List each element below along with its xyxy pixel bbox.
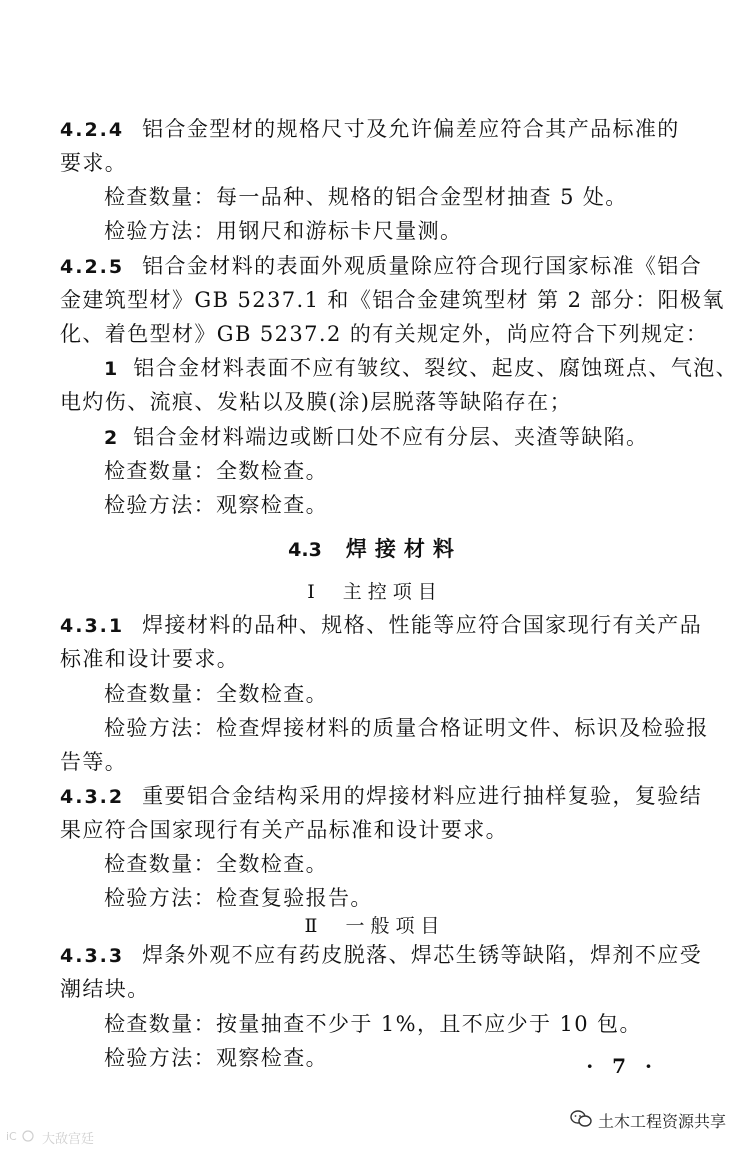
- clause-4-2-4-inspection-method: 检验方法：用钢尺和游标卡尺量测。: [104, 219, 463, 243]
- item-number: 1: [104, 358, 120, 380]
- clause-4-3-2-inspection-quantity: 检查数量：全数检查。: [104, 852, 328, 876]
- clause-4-3-1-line-1: 4.3.1 焊接材料的品种、规格、性能等应符合国家现行有关产品: [60, 613, 703, 637]
- clause-4-3-1-line-2: 标准和设计要求。: [60, 647, 240, 671]
- clause-4-2-5-item-1-line-2: 电灼伤、流痕、发粘以及膜(涂)层脱落等缺陷存在；: [60, 390, 572, 414]
- clause-4-3-3-line-2: 潮结块。: [60, 977, 150, 1001]
- watermark-wechat: 土木工程资源共享: [570, 1109, 726, 1132]
- clause-number: 4.3.1: [60, 615, 125, 637]
- section-heading-4-3: 4.3 焊接材料: [288, 536, 462, 561]
- wechat-icon: [570, 1110, 592, 1132]
- clause-4-2-5-inspection-method: 检验方法：观察检查。: [104, 493, 328, 517]
- clause-4-2-5-line-1: 4.2.5 铝合金材料的表面外观质量除应符合现行国家标准《铝合: [60, 254, 703, 278]
- page-number: · 7 ·: [586, 1054, 658, 1078]
- clause-number: 4.3.2: [60, 786, 125, 808]
- clause-4-3-1-inspection-method-line-1: 检验方法：检查焊接材料的质量合格证明文件、标识及检验报: [104, 716, 709, 740]
- clause-4-3-1-inspection-method-line-2: 告等。: [60, 750, 128, 774]
- clause-4-2-4-inspection-quantity: 检查数量：每一品种、规格的铝合金型材抽查 5 处。: [104, 185, 628, 209]
- clause-number: 4.2.5: [60, 256, 125, 278]
- clause-4-2-5-item-1-line-1: 1 铝合金材料表面不应有皱纹、裂纹、起皮、腐蚀斑点、气泡、: [104, 356, 739, 380]
- clause-number: 4.3.3: [60, 945, 125, 967]
- svg-text:iC: iC: [6, 1129, 17, 1143]
- watermark-logo-icon: [6, 1129, 36, 1147]
- clause-4-2-5-item-2: 2 铝合金材料端边或断口处不应有分层、夹渣等缺陷。: [104, 425, 649, 449]
- watermark-left: iC 大敌宫廷: [6, 1129, 95, 1147]
- clause-4-3-1-inspection-quantity: 检查数量：全数检查。: [104, 682, 328, 706]
- clause-4-3-2-line-2: 果应符合国家现行有关产品标准和设计要求。: [60, 818, 508, 842]
- item-number: 2: [104, 427, 120, 449]
- subsection-heading-general-items: Ⅱ 一般项目: [304, 915, 446, 937]
- clause-4-2-5-line-2: 金建筑型材》GB 5237.1 和《铝合金建筑型材 第 2 部分：阳极氧: [60, 288, 725, 312]
- clause-4-2-5-inspection-quantity: 检查数量：全数检查。: [104, 459, 328, 483]
- clause-number: 4.2.4: [60, 119, 125, 141]
- clause-4-3-2-line-1: 4.3.2 重要铝合金结构采用的焊接材料应进行抽样复验，复验结: [60, 784, 703, 808]
- clause-4-2-5-line-3: 化、着色型材》GB 5237.2 的有关规定外，尚应符合下列规定：: [60, 322, 709, 346]
- subsection-heading-main-items: Ⅰ 主控项目: [307, 581, 443, 603]
- clause-4-2-4-line-1: 4.2.4 铝合金型材的规格尺寸及允许偏差应符合其产品标准的: [60, 117, 680, 141]
- clause-4-3-3-inspection-method: 检验方法：观察检查。: [104, 1046, 328, 1070]
- clause-4-3-3-line-1: 4.3.3 焊条外观不应有药皮脱落、焊芯生锈等缺陷，焊剂不应受: [60, 943, 703, 967]
- clause-4-3-2-inspection-method: 检验方法：检查复验报告。: [104, 886, 373, 910]
- clause-4-3-3-inspection-quantity: 检查数量：按量抽查不少于 1%，且不应少于 10 包。: [104, 1012, 642, 1036]
- clause-4-2-4-line-2: 要求。: [60, 151, 128, 175]
